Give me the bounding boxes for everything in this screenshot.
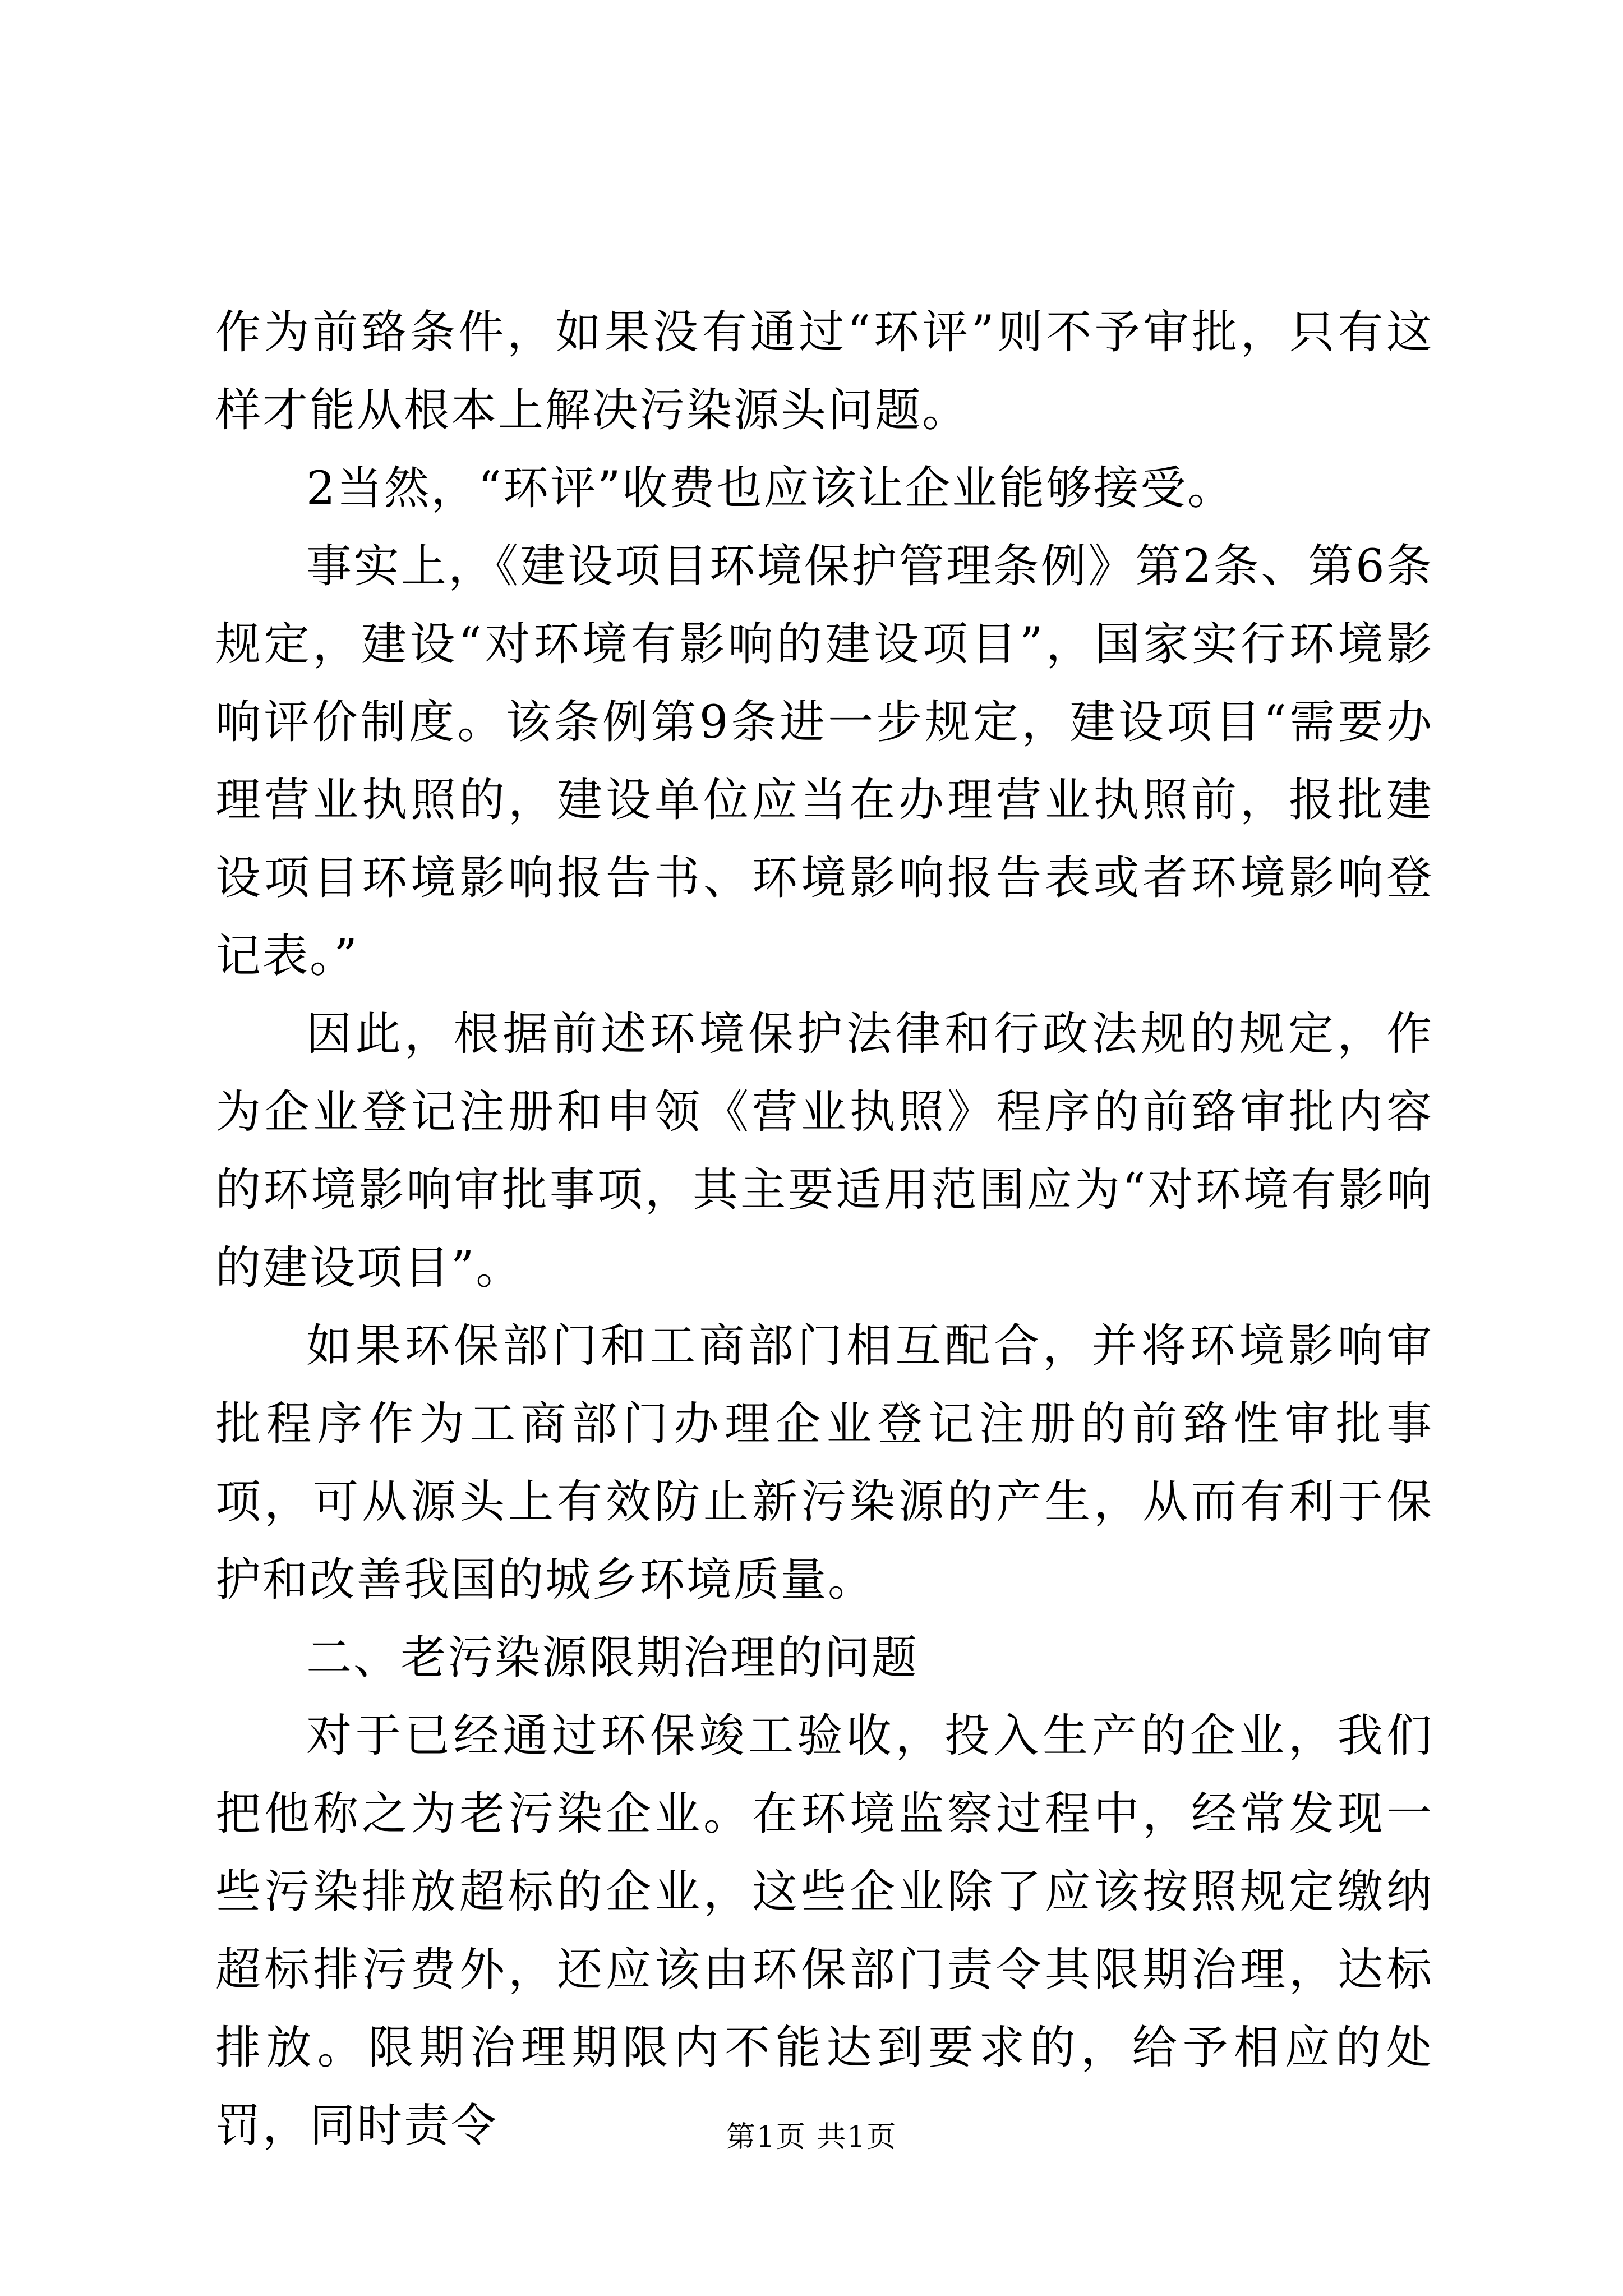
paragraph-2: 2当然，“环评”收费也应该让企业能够接受。 [306, 462, 1235, 515]
paragraph-5: 如果环保部门和工商部门相互配合，并将环境影响审批程序作为工商部门办理企业登记注册的前臵性审批事项，可从源头上有效防止新污染源的产生，从而有利于保护和改善我国的城乡环境质量。 [215, 1320, 1433, 1607]
paragraph-3: 事实上，《建设项目环境保护管理条例》第2条、第6条规定，建设“对环境有影响的建设项目”，国家实行环境影响评价制度。该条例第9条进一步规定，建设项目“需要办理营业执照的，建设单位应当在办理营业执照前，报批建设项目环境影响报告书、环境影响报告表或者环境影响登记表。” [215, 540, 1433, 983]
document-body [215, 294, 1433, 2165]
section-heading: 二、老污染源限期治理的问题 [306, 1632, 919, 1685]
paragraph-1: 作为前臵条件，如果没有通过“环评”则不予审批，只有这样才能从根本上解决污染源头问题。 [215, 306, 1433, 437]
paragraph-4: 因此，根据前述环境保护法律和行政法规的规定，作为企业登记注册和申领《营业执照》程序的前臵审批内容的环境影响审批事项，其主要适用范围应为“对环境有影响的建设项目”。 [215, 1008, 1433, 1295]
page-number-label: 第1页 共1页 [726, 2120, 897, 2154]
paragraph-7: 对于已经通过环保竣工验收，投入生产的企业，我们把他称之为老污染企业。在环境监察过程中，经常发现一些污染排放超标的企业，这些企业除了应该按照规定缴纳超标排污费外，还应该由环保部门责令其限期治理，达标排放。限期治理期限内不能达到要求的，给予相应的处罚，同时责令 [215, 1710, 1433, 2152]
page-footer [0, 2118, 1623, 2157]
